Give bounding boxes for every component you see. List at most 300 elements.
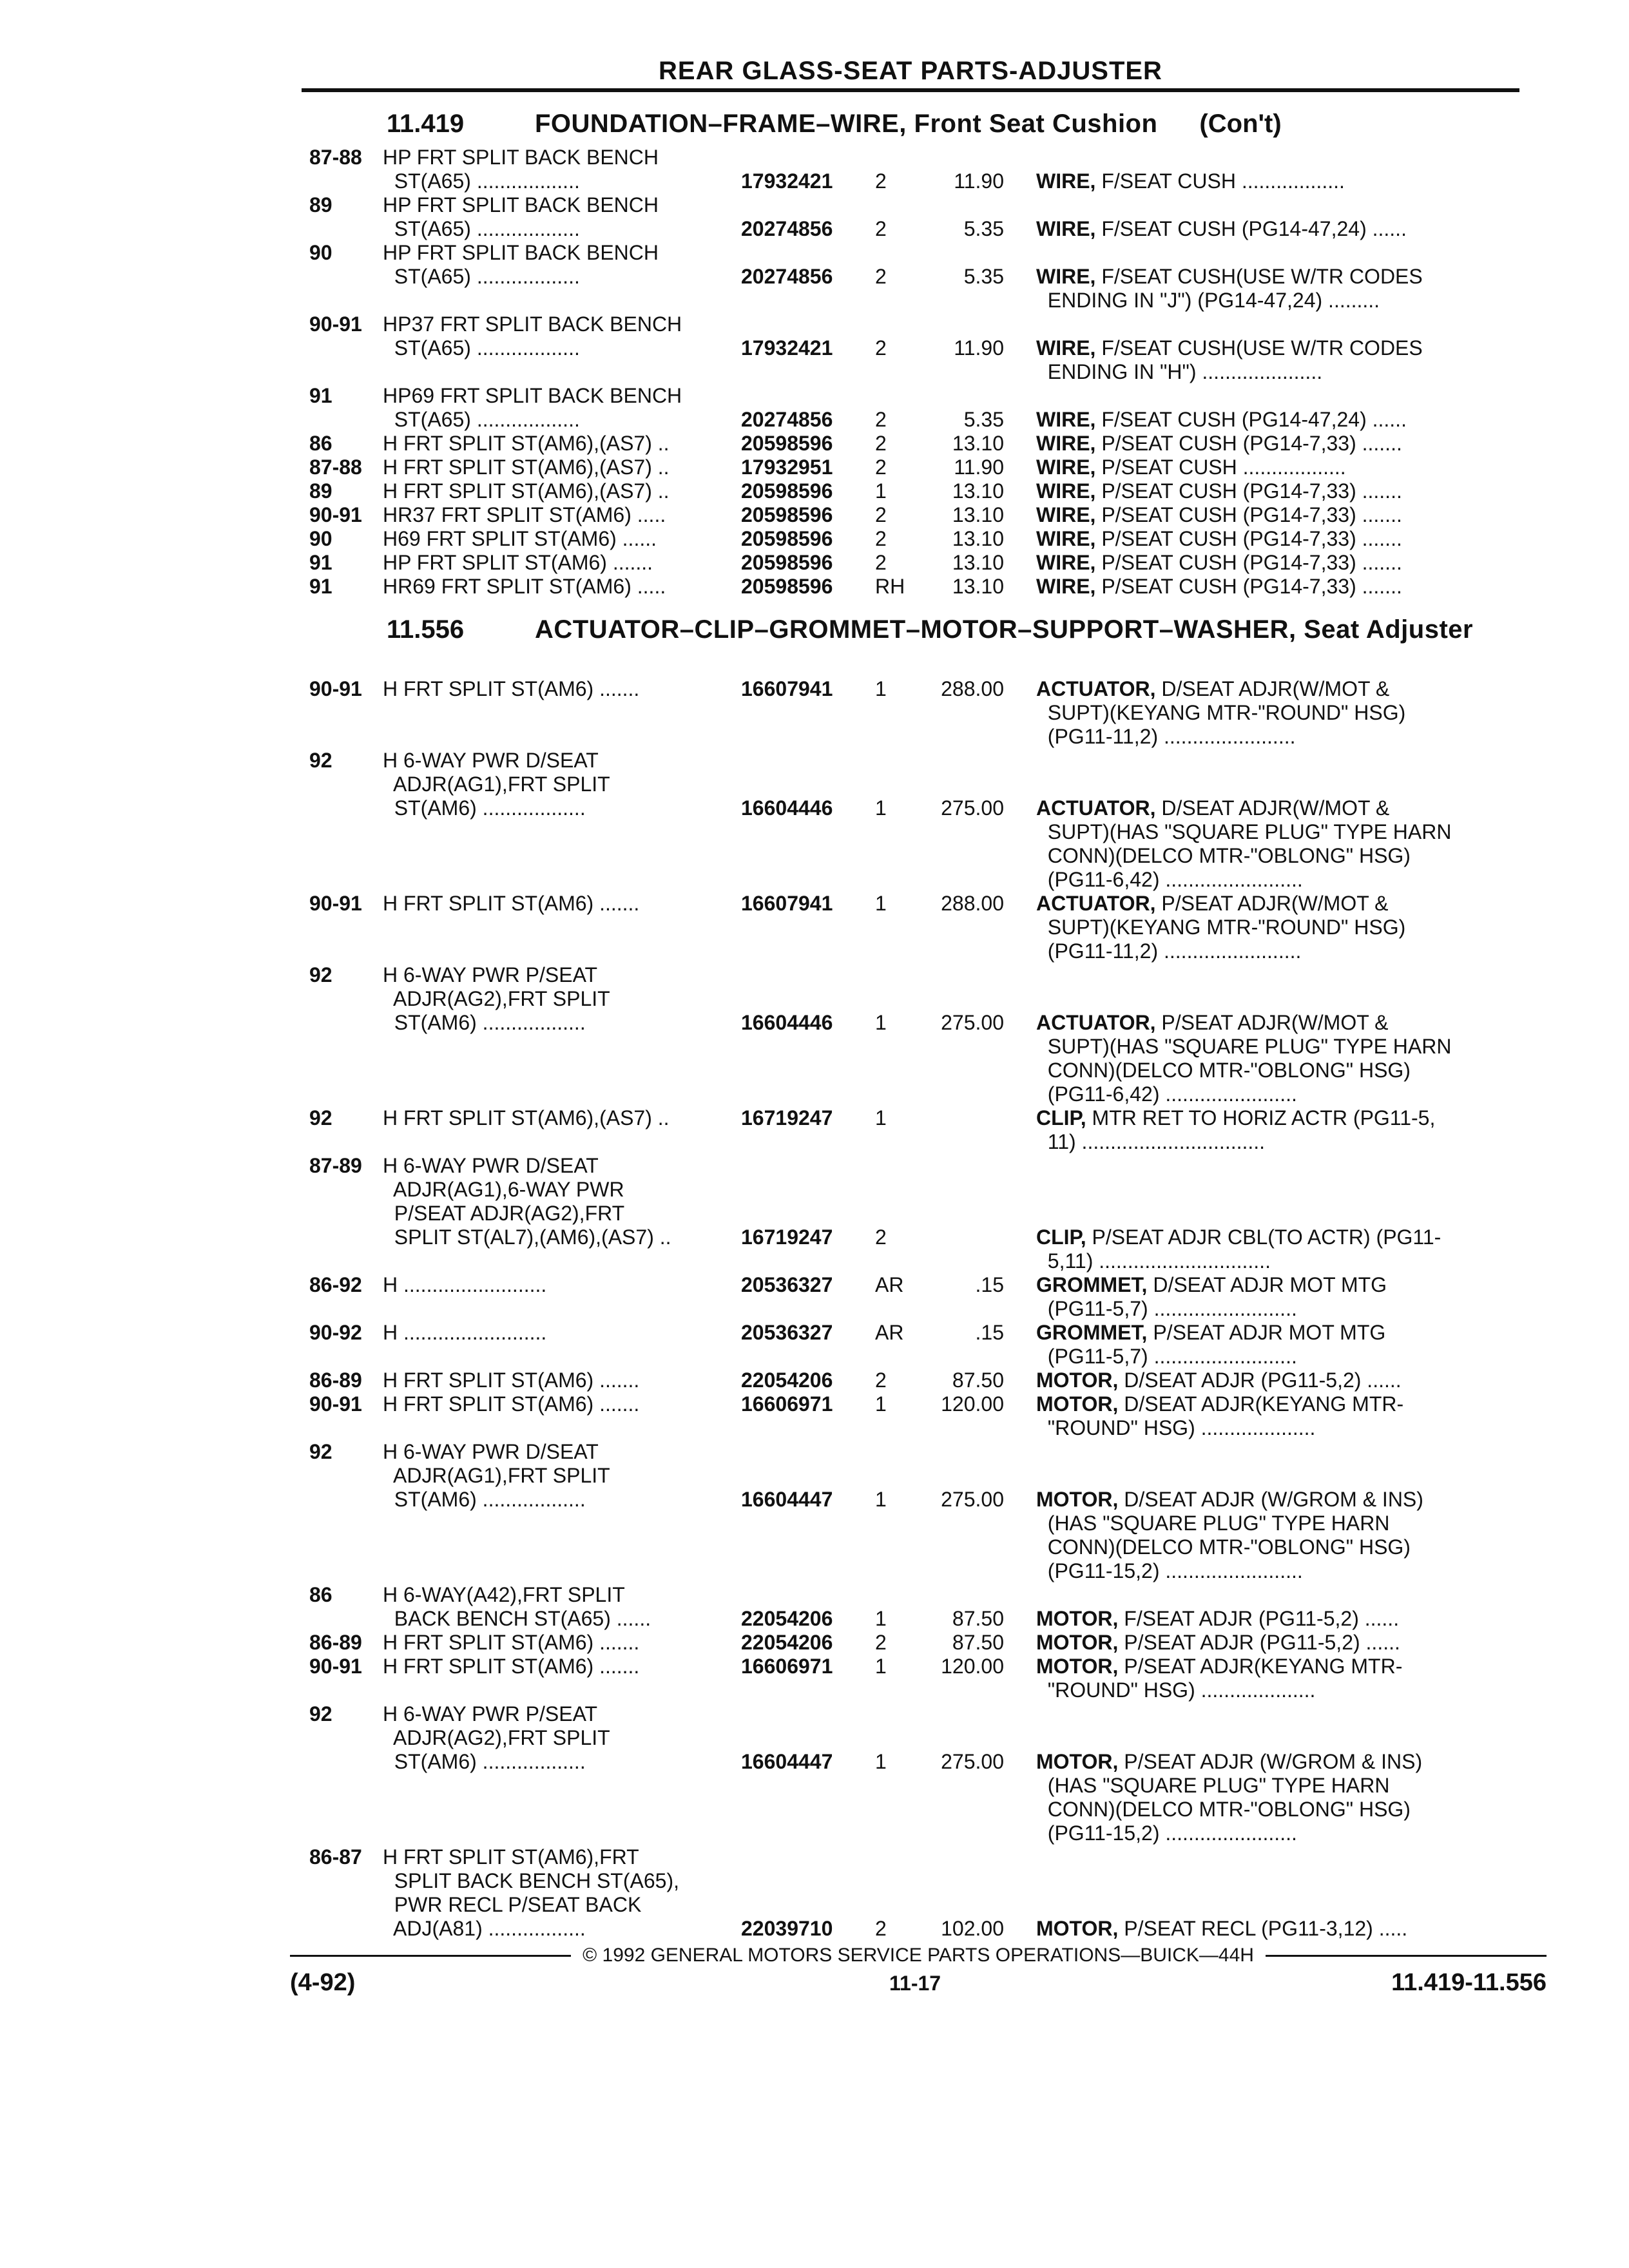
part-number bbox=[741, 1702, 875, 1726]
description-text: P/SEAT CUSH (PG14-7,33) ....... bbox=[1095, 527, 1402, 550]
part-noun: GROMMET, bbox=[1036, 1321, 1148, 1344]
price: 13.10 bbox=[952, 479, 1004, 503]
part-number: 22039710 bbox=[741, 1917, 833, 1940]
table-row bbox=[309, 1178, 1534, 1202]
table-row bbox=[309, 1297, 1534, 1321]
table-row bbox=[309, 1655, 1534, 1678]
model-year: 91 bbox=[309, 575, 333, 598]
model-year bbox=[309, 1011, 383, 1035]
model-year bbox=[309, 1416, 383, 1440]
price bbox=[914, 773, 1036, 796]
model-year: 90-91 bbox=[309, 1655, 362, 1678]
description-text: (HAS "SQUARE PLUG" TYPE HARN bbox=[1036, 1774, 1390, 1797]
table-row bbox=[309, 384, 1534, 408]
description-text: 5,11) .............................. bbox=[1036, 1249, 1271, 1273]
description bbox=[1036, 1678, 1500, 1702]
usage bbox=[383, 1821, 741, 1845]
part-number: 16606971 bbox=[741, 1392, 833, 1416]
description-text: F/SEAT CUSH .................. bbox=[1095, 169, 1345, 193]
usage: SPLIT ST(AL7),(AM6),(AS7) .. bbox=[383, 1225, 671, 1249]
description-text: D/SEAT ADJR(W/MOT & bbox=[1155, 677, 1390, 700]
part-number bbox=[741, 939, 875, 963]
part-number bbox=[741, 1678, 875, 1702]
section-11-556 bbox=[309, 615, 1534, 1941]
price bbox=[914, 725, 1036, 749]
price: 11.90 bbox=[954, 169, 1004, 193]
price: 87.50 bbox=[952, 1369, 1004, 1392]
price bbox=[914, 987, 1036, 1011]
part-number bbox=[741, 1726, 875, 1750]
price bbox=[914, 1512, 1036, 1535]
description-text: P/SEAT ADJR (W/GROM & INS) bbox=[1118, 1750, 1423, 1773]
description-text: P/SEAT ADJR(KEYANG MTR- bbox=[1118, 1655, 1403, 1678]
price: 13.10 bbox=[952, 527, 1004, 550]
model-year bbox=[309, 1488, 383, 1512]
description bbox=[1036, 503, 1500, 527]
quantity: 2 bbox=[875, 217, 887, 240]
model-year bbox=[309, 336, 383, 360]
footer-rule-left bbox=[290, 1955, 571, 1957]
part-number: 20598596 bbox=[741, 551, 833, 574]
price bbox=[914, 749, 1036, 773]
description-text: CONN)(DELCO MTR-"OBLONG" HSG) bbox=[1036, 844, 1411, 867]
usage: H FRT SPLIT ST(AM6),(AS7) .. bbox=[383, 479, 670, 503]
usage bbox=[383, 916, 741, 939]
description-text: F/SEAT CUSH(USE W/TR CODES bbox=[1095, 265, 1423, 288]
description bbox=[1036, 796, 1500, 820]
model-year bbox=[309, 1917, 383, 1941]
model-year: 90-91 bbox=[309, 677, 362, 700]
part-number bbox=[741, 1345, 875, 1369]
part-number bbox=[741, 773, 875, 796]
part-number bbox=[741, 384, 875, 408]
description bbox=[1036, 1249, 1500, 1273]
quantity bbox=[875, 1035, 914, 1059]
description-text: P/SEAT ADJR(W/MOT & bbox=[1155, 1011, 1389, 1034]
price: 288.00 bbox=[941, 677, 1004, 700]
model-year bbox=[309, 1607, 383, 1631]
quantity: 1 bbox=[875, 892, 887, 915]
usage: H FRT SPLIT ST(AM6) ....... bbox=[383, 1392, 640, 1416]
price bbox=[914, 1130, 1036, 1154]
table-row bbox=[309, 217, 1534, 241]
table-row bbox=[309, 1082, 1534, 1106]
usage: HP FRT SPLIT BACK BENCH bbox=[383, 241, 659, 264]
description bbox=[1036, 1154, 1500, 1178]
model-year bbox=[309, 1464, 383, 1488]
description bbox=[1036, 1583, 1500, 1607]
section-name: FOUNDATION–FRAME–WIRE, Front Seat Cushion bbox=[535, 110, 1158, 138]
page-footer bbox=[290, 1945, 1547, 2001]
usage: H FRT SPLIT ST(AM6) ....... bbox=[383, 892, 640, 915]
model-year: 92 bbox=[309, 1106, 333, 1129]
quantity bbox=[875, 1154, 914, 1178]
usage bbox=[383, 1559, 741, 1583]
price bbox=[914, 1798, 1036, 1821]
quantity bbox=[875, 1821, 914, 1845]
part-noun: MOTOR, bbox=[1036, 1607, 1119, 1630]
usage: ST(A65) .................. bbox=[383, 265, 580, 288]
usage bbox=[383, 844, 741, 868]
usage: ADJ(A81) ................. bbox=[383, 1917, 586, 1940]
model-year: 89 bbox=[309, 193, 333, 216]
usage: P/SEAT ADJR(AG2),FRT bbox=[383, 1202, 625, 1225]
model-year bbox=[309, 1130, 383, 1154]
part-noun: MOTOR, bbox=[1036, 1655, 1119, 1678]
part-number: 16604447 bbox=[741, 1750, 833, 1773]
description bbox=[1036, 677, 1500, 701]
quantity bbox=[875, 1512, 914, 1535]
part-number bbox=[741, 1821, 875, 1845]
part-noun: ACTUATOR, bbox=[1036, 796, 1156, 820]
part-number bbox=[741, 1559, 875, 1583]
description-text: (PG11-15,2) ........................ bbox=[1036, 1559, 1303, 1582]
description-text: (PG11-11,2) ....................... bbox=[1036, 725, 1296, 748]
description bbox=[1036, 169, 1500, 193]
model-year bbox=[309, 1512, 383, 1535]
usage: HR69 FRT SPLIT ST(AM6) ..... bbox=[383, 575, 666, 598]
usage: SPLIT BACK BENCH ST(A65), bbox=[383, 1869, 679, 1892]
price bbox=[914, 1249, 1036, 1273]
description-text: P/SEAT CUSH .................. bbox=[1095, 456, 1346, 479]
price: 87.50 bbox=[952, 1631, 1004, 1654]
description-text: P/SEAT ADJR(W/MOT & bbox=[1155, 892, 1389, 915]
description bbox=[1036, 289, 1500, 312]
description bbox=[1036, 725, 1500, 749]
quantity bbox=[875, 1178, 914, 1202]
price bbox=[914, 916, 1036, 939]
table-row bbox=[309, 1774, 1534, 1798]
part-number bbox=[741, 1416, 875, 1440]
usage bbox=[383, 1297, 741, 1321]
usage: ST(AM6) .................. bbox=[383, 1488, 586, 1511]
table-row bbox=[309, 701, 1534, 725]
quantity bbox=[875, 1082, 914, 1106]
description-text: F/SEAT CUSH(USE W/TR CODES bbox=[1095, 336, 1423, 360]
usage: H 6-WAY PWR D/SEAT bbox=[383, 1154, 599, 1177]
model-year: 87-89 bbox=[309, 1154, 362, 1177]
model-year bbox=[309, 1535, 383, 1559]
description bbox=[1036, 1845, 1500, 1869]
quantity bbox=[875, 916, 914, 939]
table-row bbox=[309, 820, 1534, 844]
model-year bbox=[309, 408, 383, 432]
price: 275.00 bbox=[941, 796, 1004, 820]
usage: H 6-WAY(A42),FRT SPLIT bbox=[383, 1583, 625, 1606]
footer-section-range: 11.419-11.556 bbox=[1391, 1969, 1547, 1996]
model-year: 90-91 bbox=[309, 503, 362, 526]
description bbox=[1036, 773, 1500, 796]
model-year bbox=[309, 939, 383, 963]
part-number bbox=[741, 1583, 875, 1607]
table-row bbox=[309, 1607, 1534, 1631]
quantity: 1 bbox=[875, 1655, 887, 1678]
part-number bbox=[741, 868, 875, 892]
table-row bbox=[309, 1583, 1534, 1607]
model-year bbox=[309, 916, 383, 939]
quantity: 2 bbox=[875, 527, 887, 550]
description bbox=[1036, 1726, 1500, 1750]
model-year: 90-92 bbox=[309, 1321, 362, 1344]
quantity bbox=[875, 1059, 914, 1082]
part-noun: WIRE, bbox=[1036, 336, 1096, 360]
usage bbox=[383, 1249, 741, 1273]
quantity: AR bbox=[875, 1273, 904, 1296]
quantity bbox=[875, 1798, 914, 1821]
table-row bbox=[309, 1059, 1534, 1082]
part-noun: ACTUATOR, bbox=[1036, 677, 1156, 700]
description-text: (PG11-5,7) ......................... bbox=[1036, 1345, 1297, 1368]
price bbox=[914, 1893, 1036, 1917]
table-row bbox=[309, 725, 1534, 749]
part-number: 16719247 bbox=[741, 1225, 833, 1249]
description bbox=[1036, 1488, 1500, 1512]
page-header bbox=[302, 57, 1519, 92]
description-text: (PG11-5,7) ......................... bbox=[1036, 1297, 1297, 1320]
description bbox=[1036, 1059, 1500, 1082]
description bbox=[1036, 1082, 1500, 1106]
price bbox=[914, 1583, 1036, 1607]
quantity: 2 bbox=[875, 336, 887, 360]
description bbox=[1036, 701, 1500, 725]
quantity: 1 bbox=[875, 1106, 887, 1129]
model-year: 86 bbox=[309, 1583, 333, 1606]
part-noun: MOTOR, bbox=[1036, 1631, 1119, 1654]
usage: PWR RECL P/SEAT BACK bbox=[383, 1893, 642, 1916]
description bbox=[1036, 1607, 1500, 1631]
price: 5.35 bbox=[963, 265, 1004, 288]
quantity bbox=[875, 1845, 914, 1869]
part-number bbox=[741, 289, 875, 312]
quantity bbox=[875, 1297, 914, 1321]
description bbox=[1036, 1750, 1500, 1774]
model-year: 90-91 bbox=[309, 892, 362, 915]
part-number bbox=[741, 1774, 875, 1798]
footer-copyright: © 1992 GENERAL MOTORS SERVICE PARTS OPERATIONS—BUICK—44H bbox=[583, 1945, 1254, 1966]
part-number bbox=[741, 1249, 875, 1273]
part-number bbox=[741, 1154, 875, 1178]
description-text: P/SEAT CUSH (PG14-7,33) ....... bbox=[1095, 479, 1402, 503]
description-text: "ROUND" HSG) .................... bbox=[1036, 1416, 1316, 1439]
quantity bbox=[875, 987, 914, 1011]
model-year bbox=[309, 217, 383, 241]
table-row bbox=[309, 1249, 1534, 1273]
model-year: 92 bbox=[309, 1702, 333, 1725]
description bbox=[1036, 1702, 1500, 1726]
part-noun: ACTUATOR, bbox=[1036, 1011, 1156, 1034]
usage: H ......................... bbox=[383, 1273, 547, 1296]
model-year bbox=[309, 289, 383, 312]
usage: ADJR(AG1),FRT SPLIT bbox=[383, 773, 610, 796]
part-number bbox=[741, 1130, 875, 1154]
description bbox=[1036, 241, 1500, 265]
price bbox=[914, 1178, 1036, 1202]
description-text: SUPT)(HAS "SQUARE PLUG" TYPE HARN bbox=[1036, 820, 1452, 843]
table-row bbox=[309, 1893, 1534, 1917]
price: 87.50 bbox=[952, 1607, 1004, 1630]
footer-copyright-line bbox=[290, 1945, 1547, 1966]
model-year bbox=[309, 987, 383, 1011]
table-row bbox=[309, 456, 1534, 479]
part-noun: WIRE, bbox=[1036, 456, 1096, 479]
quantity bbox=[875, 1345, 914, 1369]
model-year bbox=[309, 796, 383, 820]
description bbox=[1036, 1297, 1500, 1321]
model-year bbox=[309, 725, 383, 749]
description bbox=[1036, 868, 1500, 892]
usage: ST(A65) .................. bbox=[383, 217, 580, 240]
price bbox=[914, 1535, 1036, 1559]
price: 275.00 bbox=[941, 1750, 1004, 1773]
usage: H FRT SPLIT ST(AM6) ....... bbox=[383, 1369, 640, 1392]
usage: H FRT SPLIT ST(AM6),(AS7) .. bbox=[383, 432, 670, 455]
usage: ST(AM6) .................. bbox=[383, 1011, 586, 1034]
part-number: 16607941 bbox=[741, 892, 833, 915]
part-number: 20274856 bbox=[741, 408, 833, 431]
table-row bbox=[309, 575, 1534, 599]
model-year bbox=[309, 868, 383, 892]
part-number: 17932421 bbox=[741, 336, 833, 360]
usage: H 6-WAY PWR P/SEAT bbox=[383, 1702, 598, 1725]
parts-table bbox=[309, 146, 1534, 599]
model-year bbox=[309, 820, 383, 844]
table-row bbox=[309, 844, 1534, 868]
description-text: D/SEAT ADJR (PG11-5,2) ...... bbox=[1118, 1369, 1402, 1392]
quantity: 1 bbox=[875, 1392, 887, 1416]
table-row bbox=[309, 1130, 1534, 1154]
price bbox=[914, 1035, 1036, 1059]
section-number: 11.556 bbox=[387, 615, 465, 644]
description bbox=[1036, 1392, 1500, 1416]
description-text: P/SEAT ADJR MOT MTG bbox=[1147, 1321, 1386, 1344]
description bbox=[1036, 939, 1500, 963]
model-year: 92 bbox=[309, 963, 333, 986]
quantity bbox=[875, 1869, 914, 1893]
model-year: 92 bbox=[309, 1440, 333, 1463]
description-text: F/SEAT CUSH (PG14-47,24) ...... bbox=[1095, 408, 1407, 431]
quantity bbox=[875, 289, 914, 312]
description-text: CONN)(DELCO MTR-"OBLONG" HSG) bbox=[1036, 1798, 1411, 1821]
table-row bbox=[309, 1535, 1534, 1559]
description bbox=[1036, 1178, 1500, 1202]
model-year: 90-91 bbox=[309, 1392, 362, 1416]
model-year bbox=[309, 169, 383, 193]
part-noun: WIRE, bbox=[1036, 551, 1096, 574]
table-row bbox=[309, 1750, 1534, 1774]
description-text: SUPT)(KEYANG MTR-"ROUND" HSG) bbox=[1036, 916, 1406, 939]
usage: ADJR(AG1),FRT SPLIT bbox=[383, 1464, 610, 1487]
quantity: 2 bbox=[875, 1631, 887, 1654]
usage: HP37 FRT SPLIT BACK BENCH bbox=[383, 312, 682, 336]
model-year bbox=[309, 1178, 383, 1202]
quantity: 2 bbox=[875, 408, 887, 431]
model-year bbox=[309, 1798, 383, 1821]
model-year: 91 bbox=[309, 551, 333, 574]
part-number bbox=[741, 1893, 875, 1917]
price bbox=[914, 1726, 1036, 1750]
part-noun: MOTOR, bbox=[1036, 1917, 1119, 1940]
quantity bbox=[875, 1774, 914, 1798]
model-year bbox=[309, 1726, 383, 1750]
model-year bbox=[309, 1202, 383, 1225]
price bbox=[914, 963, 1036, 987]
table-row bbox=[309, 241, 1534, 265]
description-text: D/SEAT ADJR(KEYANG MTR- bbox=[1118, 1392, 1404, 1416]
price bbox=[914, 820, 1036, 844]
table-row bbox=[309, 360, 1534, 384]
table-row bbox=[309, 479, 1534, 503]
usage: ST(AM6) .................. bbox=[383, 796, 586, 820]
usage: ADJR(AG2),FRT SPLIT bbox=[383, 1726, 610, 1749]
part-noun: WIRE, bbox=[1036, 408, 1096, 431]
description-text: P/SEAT CUSH (PG14-7,33) ....... bbox=[1095, 503, 1402, 526]
usage: H FRT SPLIT ST(AM6),FRT bbox=[383, 1845, 639, 1869]
part-noun: ACTUATOR, bbox=[1036, 892, 1156, 915]
model-year: 86-87 bbox=[309, 1845, 362, 1869]
usage bbox=[383, 1512, 741, 1535]
part-number: 20598596 bbox=[741, 527, 833, 550]
usage: HP FRT SPLIT BACK BENCH bbox=[383, 193, 659, 216]
usage: H FRT SPLIT ST(AM6) ....... bbox=[383, 1631, 640, 1654]
part-number: 20536327 bbox=[741, 1273, 833, 1296]
price: 120.00 bbox=[941, 1655, 1004, 1678]
quantity bbox=[875, 939, 914, 963]
price: 275.00 bbox=[941, 1488, 1004, 1511]
model-year: 90 bbox=[309, 241, 333, 264]
usage bbox=[383, 1774, 741, 1798]
price bbox=[914, 1297, 1036, 1321]
description bbox=[1036, 749, 1500, 773]
price bbox=[914, 1869, 1036, 1893]
quantity: 2 bbox=[875, 456, 887, 479]
price: 120.00 bbox=[941, 1392, 1004, 1416]
description bbox=[1036, 1535, 1500, 1559]
table-row bbox=[309, 1321, 1534, 1345]
price: 5.35 bbox=[963, 408, 1004, 431]
part-number bbox=[741, 844, 875, 868]
price bbox=[914, 1702, 1036, 1726]
description-text: P/SEAT ADJR CBL(TO ACTR) (PG11- bbox=[1086, 1225, 1441, 1249]
quantity bbox=[875, 773, 914, 796]
footer-rule-right bbox=[1266, 1955, 1547, 1957]
description bbox=[1036, 1202, 1500, 1225]
part-number: 20536327 bbox=[741, 1321, 833, 1344]
description-text: F/SEAT CUSH (PG14-47,24) ...... bbox=[1095, 217, 1407, 240]
table-row bbox=[309, 1392, 1534, 1416]
model-year bbox=[309, 1082, 383, 1106]
quantity: 2 bbox=[875, 551, 887, 574]
usage: ADJR(AG2),FRT SPLIT bbox=[383, 987, 610, 1010]
part-number bbox=[741, 1178, 875, 1202]
usage bbox=[383, 1130, 741, 1154]
description-text: ENDING IN "H") ..................... bbox=[1036, 360, 1323, 383]
usage bbox=[383, 1345, 741, 1369]
part-noun: CLIP, bbox=[1036, 1106, 1086, 1129]
description bbox=[1036, 1821, 1500, 1845]
quantity bbox=[875, 1416, 914, 1440]
part-number: 16719247 bbox=[741, 1106, 833, 1129]
table-row bbox=[309, 749, 1534, 773]
model-year: 91 bbox=[309, 384, 333, 407]
usage bbox=[383, 820, 741, 844]
quantity bbox=[875, 146, 914, 169]
description bbox=[1036, 1798, 1500, 1821]
table-row bbox=[309, 963, 1534, 987]
quantity: 1 bbox=[875, 1488, 887, 1511]
section-heading bbox=[309, 110, 1534, 146]
price bbox=[914, 1559, 1036, 1583]
description bbox=[1036, 575, 1500, 599]
